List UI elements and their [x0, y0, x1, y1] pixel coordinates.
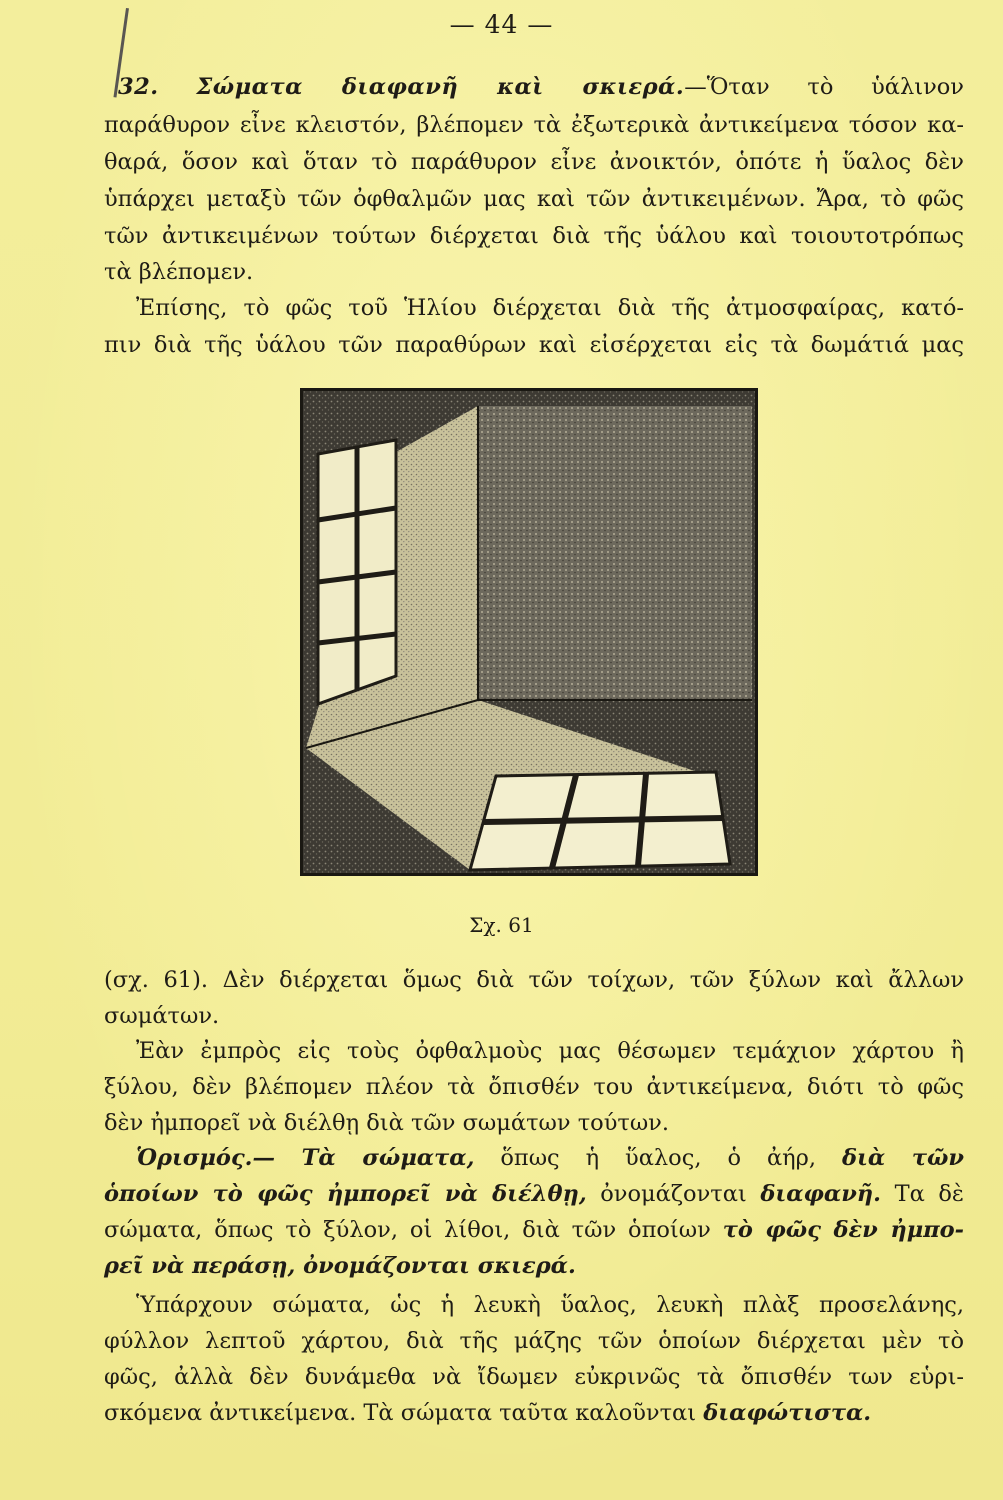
definition-text: Τα δὲ: [881, 1181, 964, 1207]
paragraph-line: ὑπάρχει μεταξὺ τῶν ὀφθαλμῶν μας καὶ τῶν ἀντικειμένων. Ἄρα, τὸ φῶς: [104, 186, 964, 212]
paragraph-line: Ἐπίσης, τὸ φῶς τοῦ Ἡλίου διέρχεται διὰ τῆς ἀτμοσφαίρας, κατό-: [136, 295, 964, 321]
paragraph-line: φύλλον λεπτοῦ χάρτου, διὰ τῆς μάζης τῶν ὁποίων διέρχεται μὲν τὸ: [104, 1328, 964, 1354]
definition-text: σώματα, ὅπως τὸ ξύλον, οἱ λίθοι, διὰ τῶν ὁποίων: [104, 1217, 723, 1243]
definition-line: [104, 1251, 964, 1281]
paragraph-text: σκόμενα ἀντικείμενα. Τὰ σώματα ταῦτα καλοῦνται: [104, 1400, 704, 1426]
definition-line: [136, 1143, 964, 1173]
page-number: — 44 —: [449, 10, 554, 39]
paragraph-line: φῶς, ἀλλὰ δὲν δυνάμεθα νὰ ἴδωμεν εὐκρινῶς τὰ ὄπισθέν των εὑρι-: [104, 1364, 964, 1390]
paragraph-line: παράθυρον εἶνε κλειστόν, βλέπομεν τὰ ἐξωτερικὰ ἀντικείμενα τόσον κα-: [104, 112, 964, 138]
section-dash: —: [684, 74, 707, 100]
paragraph-text: Ὅταν τὸ ὑάλινον: [706, 74, 964, 100]
definition-line: [104, 1179, 964, 1209]
floor-light-patch: [470, 772, 730, 870]
definition-emphasis: ὁποίων τὸ φῶς ἠμπορεῖ νὰ διέλθῃ,: [104, 1181, 587, 1207]
figure-61-illustration: [300, 388, 758, 876]
paragraph-line: πιν διὰ τῆς ὑάλου τῶν παραθύρων καὶ εἰσέρχεται εἰς τὰ δωμάτιά μας: [104, 332, 964, 358]
paragraph-line: τὰ βλέπομεν.: [104, 259, 254, 285]
definition-line: [104, 1215, 964, 1245]
definition-text: ὀνομάζονται: [586, 1181, 761, 1207]
room-window-light-drawing: [300, 388, 758, 876]
paragraph-line: θαρά, ὅσον καὶ ὅταν τὸ παράθυρον εἶνε ἀνοικτόν, ὁπότε ἡ ὕαλος δὲν: [104, 149, 964, 175]
section-heading-line: [118, 72, 964, 102]
window-icon: [318, 440, 396, 704]
definition-emphasis: διαφανῆ.: [760, 1181, 881, 1207]
definition-emphasis: τὸ φῶς δὲν ἠμπο-: [722, 1217, 964, 1243]
section-title: Σώματα διαφανῆ καὶ σκιερά.: [196, 74, 685, 100]
definition-emphasis: διαφώτιστα.: [703, 1400, 872, 1426]
definition-term: Ὁρισμός.— Τὰ σώματα,: [136, 1145, 475, 1171]
figure-caption: Σχ. 61: [469, 913, 534, 937]
definition-emphasis: διὰ τῶν: [841, 1145, 964, 1171]
paragraph-line: δὲν ἠμπορεῖ νὰ διέλθῃ διὰ τῶν σωμάτων τούτων.: [104, 1110, 670, 1136]
paragraph-line: Ἐὰν ἐμπρὸς εἰς τοὺς ὀφθαλμοὺς μας θέσωμεν τεμάχιον χάρτου ἢ: [136, 1038, 964, 1064]
section-number: 32.: [118, 74, 159, 100]
paragraph-line: ξύλου, δὲν βλέπομεν πλέον τὰ ὄπισθέν του ἀντικείμενα, διότι τὸ φῶς: [104, 1074, 964, 1100]
paragraph-line: τῶν ἀντικειμένων τούτων διέρχεται διὰ τῆς ὑάλου καὶ τοιουτοτρόπως: [104, 223, 964, 249]
paragraph-line: σωμάτων.: [104, 1003, 220, 1029]
paragraph-line: (σχ. 61). Δὲν διέρχεται ὅμως διὰ τῶν τοίχων, τῶν ξύλων καὶ ἄλλων: [104, 967, 964, 993]
definition-emphasis: ρεῖ νὰ περάσῃ, ὀνομάζονται σκιερά.: [104, 1253, 576, 1279]
definition-text: ὅπως ἡ ὕαλος, ὁ ἀήρ,: [474, 1145, 842, 1171]
paragraph-line: Ὑπάρχουν σώματα, ὡς ἡ λευκὴ ὕαλος, λευκὴ πλὰξ προσελάνης,: [136, 1292, 964, 1318]
paragraph-line: [104, 1398, 964, 1428]
